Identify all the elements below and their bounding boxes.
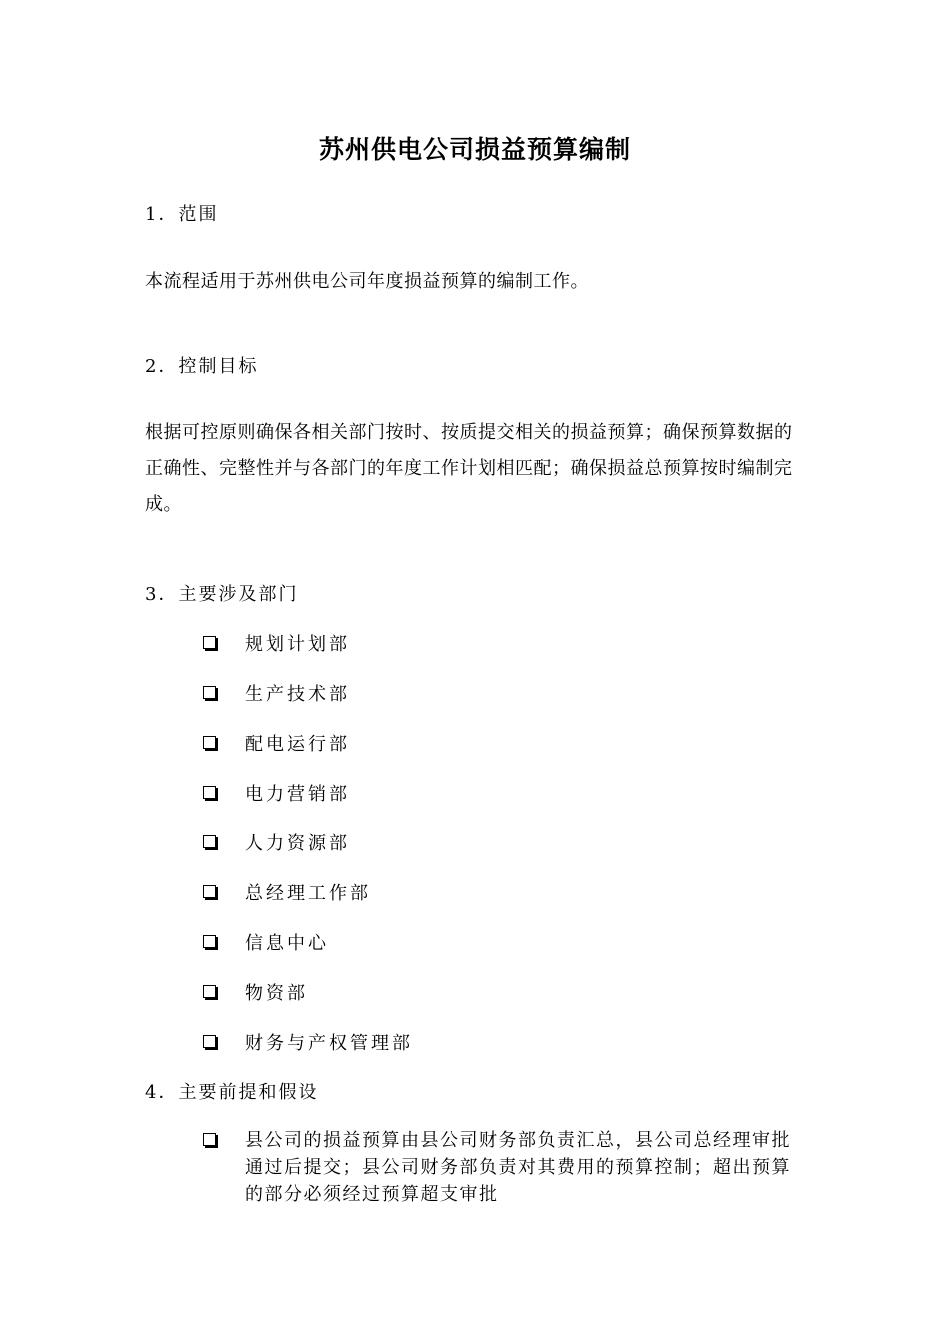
department-name: 电力营销部 [245, 784, 350, 805]
checkbox-bullet-icon [203, 1133, 216, 1146]
department-name: 配电运行部 [245, 734, 350, 755]
section-2-body: 根据可控原则确保各相关部门按时、按质提交相关的损益预算；确保预算数据的正确性、完整性并与各部门的年度工作计划相匹配；确保损益总预算按时编制完成。 [145, 422, 793, 515]
checkbox-bullet-icon [203, 935, 216, 948]
section-3-heading: 3．主要涉及部门 [145, 584, 299, 605]
section-2-heading: 2．控制目标 [145, 356, 259, 377]
department-name: 信息中心 [245, 933, 329, 954]
section-1-heading: 1．范围 [145, 204, 219, 225]
checkbox-bullet-icon [203, 786, 216, 799]
checkbox-bullet-icon [203, 1035, 216, 1048]
department-name: 财务与产权管理部 [245, 1033, 413, 1054]
assumption-text: 县公司的损益预算由县公司财务部负责汇总，县公司总经理审批通过后提交；县公司财务部负责对其费用的预算控制；超出预算的部分必须经过预算超支审批 [245, 1130, 791, 1205]
checkbox-bullet-icon [203, 835, 216, 848]
checkbox-bullet-icon [203, 985, 216, 998]
department-name: 总经理工作部 [245, 883, 371, 904]
department-name: 生产技术部 [245, 684, 350, 705]
section-1-body: 本流程适用于苏州供电公司年度损益预算的编制工作。 [145, 271, 589, 292]
department-name: 规划计划部 [245, 634, 350, 655]
document-title: 苏州供电公司损益预算编制 [318, 135, 631, 164]
checkbox-bullet-icon [203, 636, 216, 649]
checkbox-bullet-icon [203, 885, 216, 898]
department-name: 物资部 [245, 983, 308, 1004]
checkbox-bullet-icon [203, 736, 216, 749]
section-4-heading: 4．主要前提和假设 [145, 1082, 319, 1103]
department-name: 人力资源部 [245, 833, 350, 854]
checkbox-bullet-icon [203, 686, 216, 699]
